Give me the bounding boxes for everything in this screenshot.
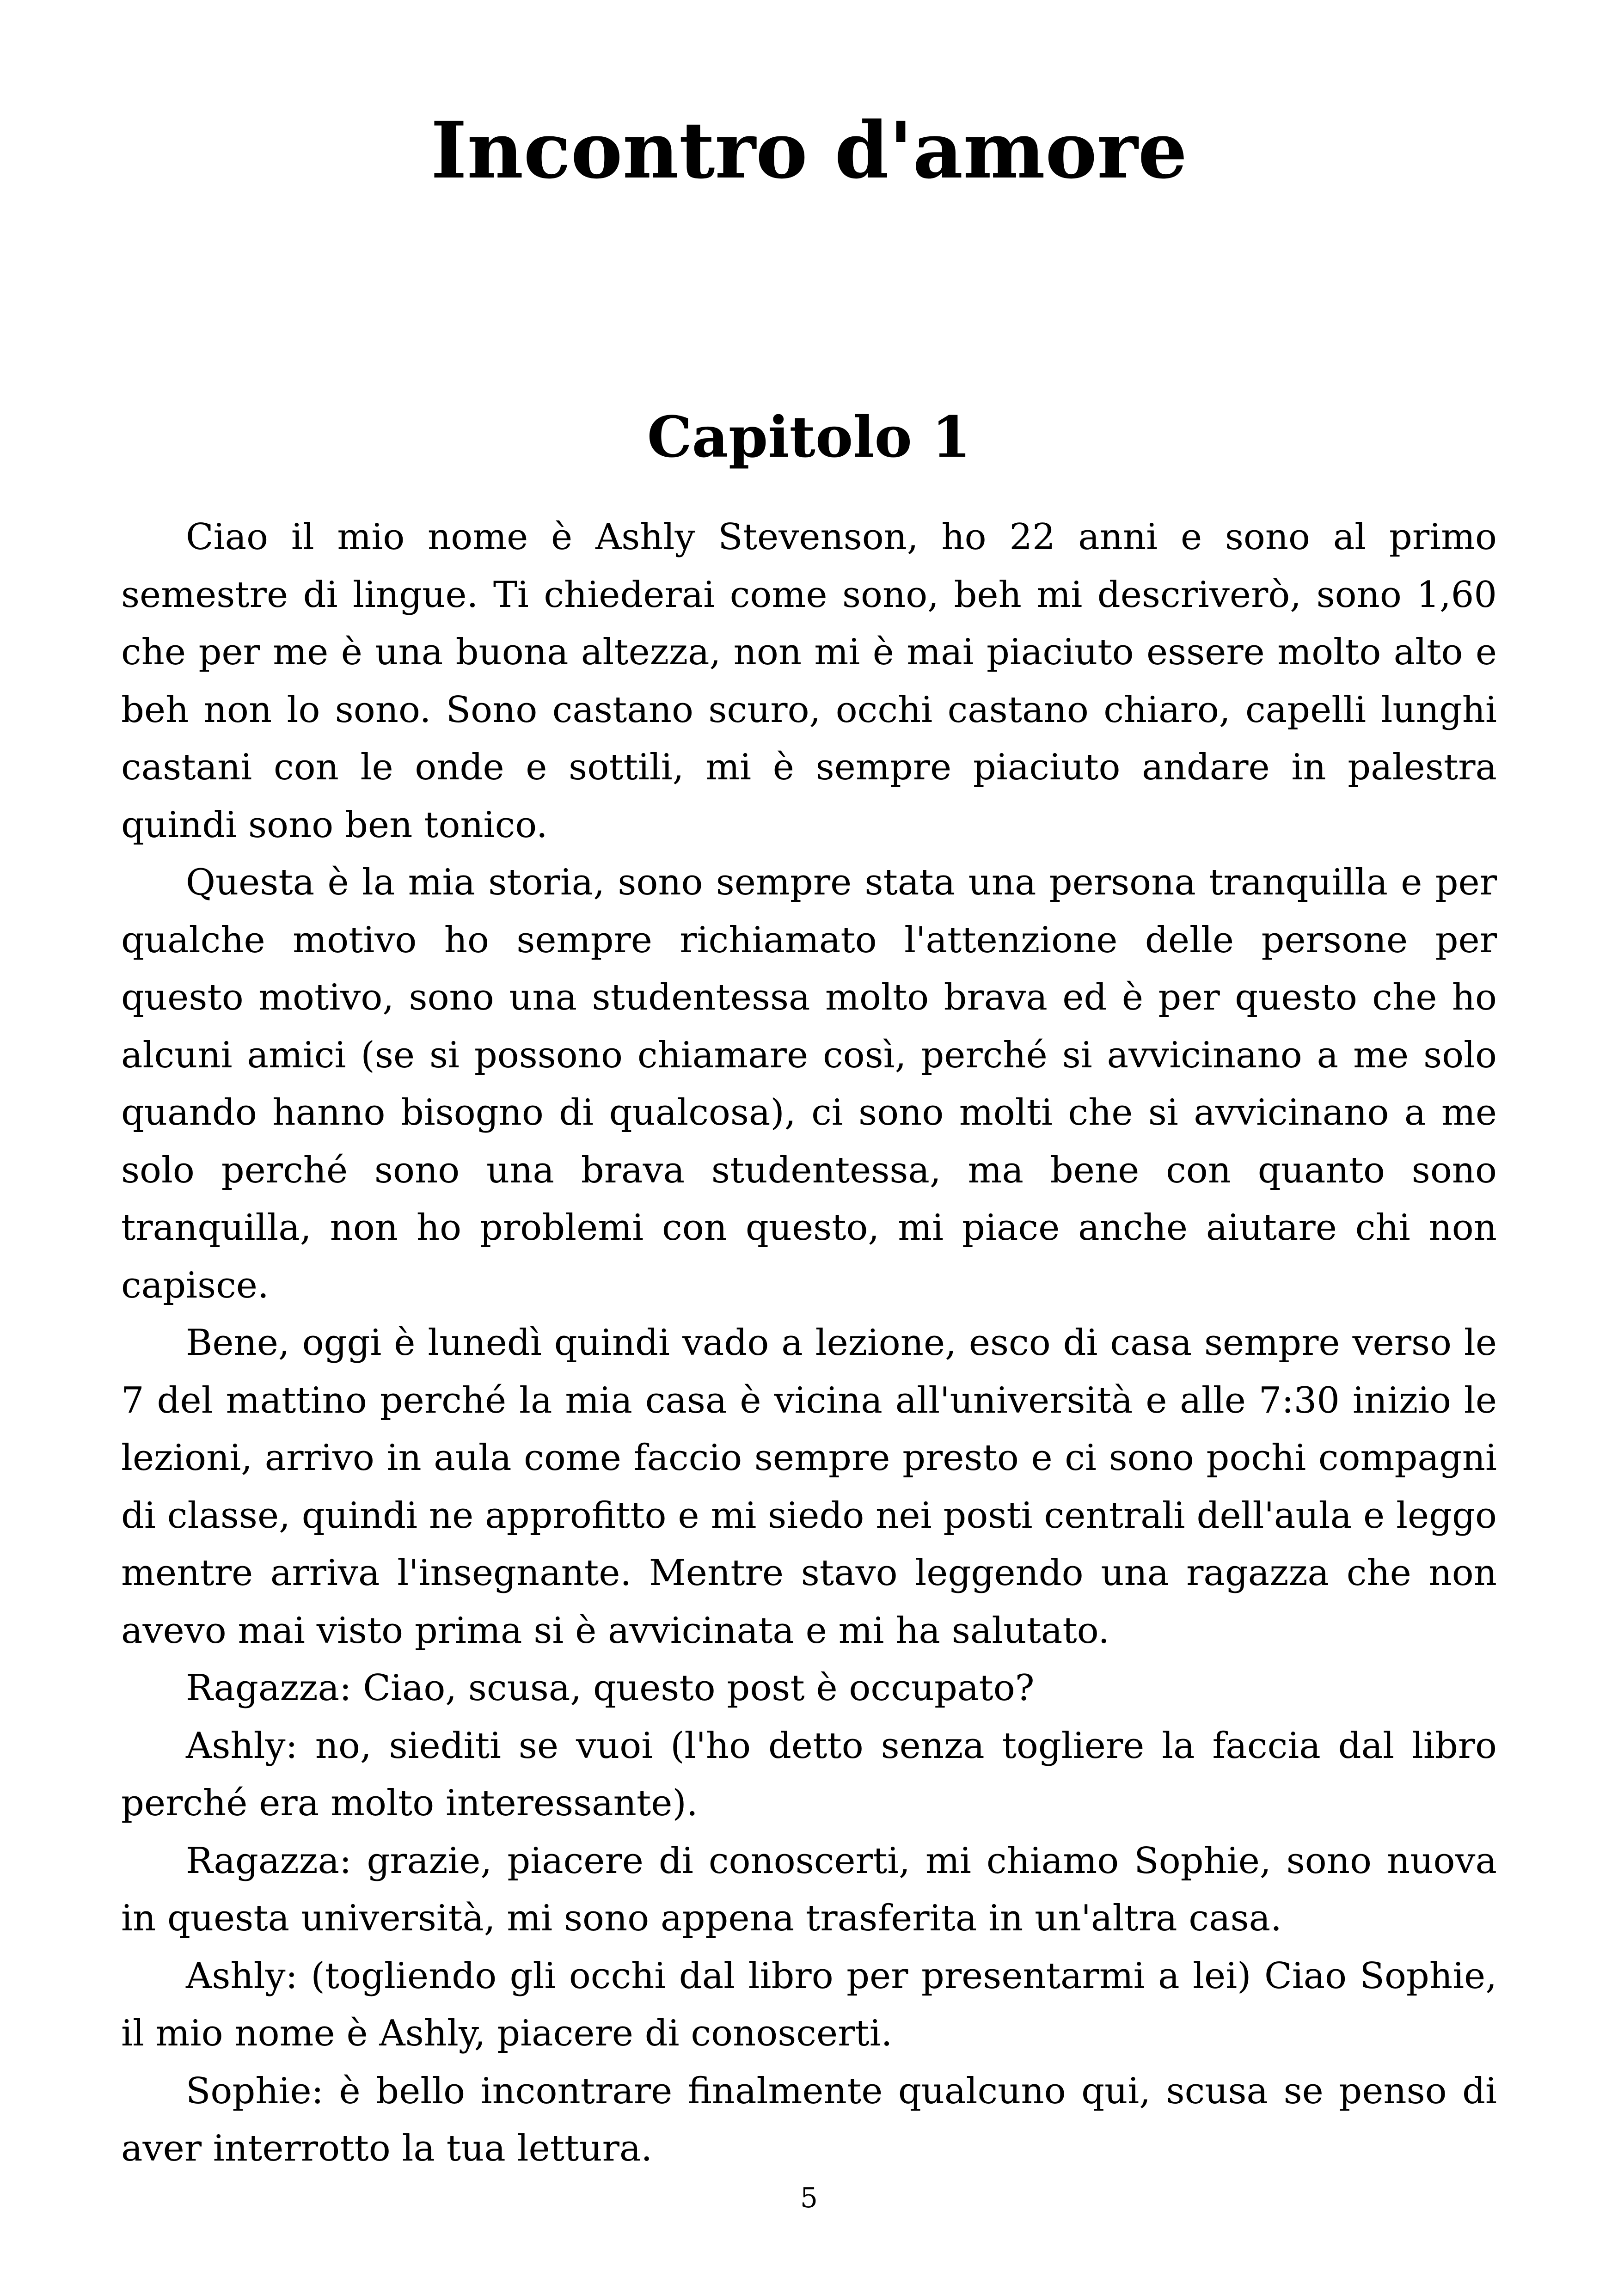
paragraph: Ciao il mio nome è Ashly Stevenson, ho 22 anni e sono al primo semestre di lingue. Ti chiederai come sono, beh mi descriverò, sono 1,60 che per me è una buona altezza, non mi è mai piaciuto essere molto alto e beh non lo sono. Sono castano scuro, occhi castano chiaro, capelli lunghi castani con le onde e sottili, mi è sempre piaciuto andare in palestra quindi sono ben tonico. — [121, 516, 1497, 846]
dialogue-line: Ragazza: Ciao, scusa, questo post è occupato? — [186, 1667, 1035, 1709]
chapter-body — [121, 508, 1497, 2178]
chapter-title: Capitolo 1 — [647, 404, 971, 470]
paragraph: Questa è la mia storia, sono sempre stata una persona tranquilla e per qualche motivo ho sempre richiamato l'attenzione delle persone per questo motivo, sono una studentessa molto brava ed è per questo che ho alcuni amici (se si possono chiamare così, perché si avvicinano a me solo quando hanno bisogno di qualcosa), ci sono molti che si avvicinano a me solo perché sono una brava studentessa, ma bene con quanto sono tranquilla, non ho problemi con questo, mi piace anche aiutare chi non capisce. — [121, 862, 1497, 1306]
book-title: Incontro d'amore — [430, 104, 1188, 196]
page-number: 5 — [800, 2182, 818, 2214]
dialogue-line: Ashly: (togliendo gli occhi dal libro per presentarmi a lei) Ciao Sophie, il mio nome è Ashly, piacere di conoscerti. — [121, 1955, 1497, 2054]
dialogue-line: Ashly: no, siediti se vuoi (l'ho detto senza togliere la faccia dal libro perché era molto interessante). — [121, 1725, 1497, 1824]
dialogue-line: Ragazza: grazie, piacere di conoscerti, mi chiamo Sophie, sono nuova in questa università, mi sono appena trasferita in un'altra casa. — [121, 1840, 1497, 1939]
dialogue-line: Sophie: è bello incontrare finalmente qualcuno qui, scusa se penso di aver interrotto la tua lettura. — [121, 2070, 1497, 2169]
paragraph: Bene, oggi è lunedì quindi vado a lezione, esco di casa sempre verso le 7 del mattino perché la mia casa è vicina all'università e alle 7:30 inizio le lezioni, arrivo in aula come faccio sempre presto e ci sono pochi compagni di classe, quindi ne approfitto e mi siedo nei posti centrali dell'aula e leggo mentre arriva l'insegnante. Mentre stavo leggendo una ragazza che non avevo mai visto prima si è avvicinata e mi ha salutato. — [121, 1322, 1497, 1652]
